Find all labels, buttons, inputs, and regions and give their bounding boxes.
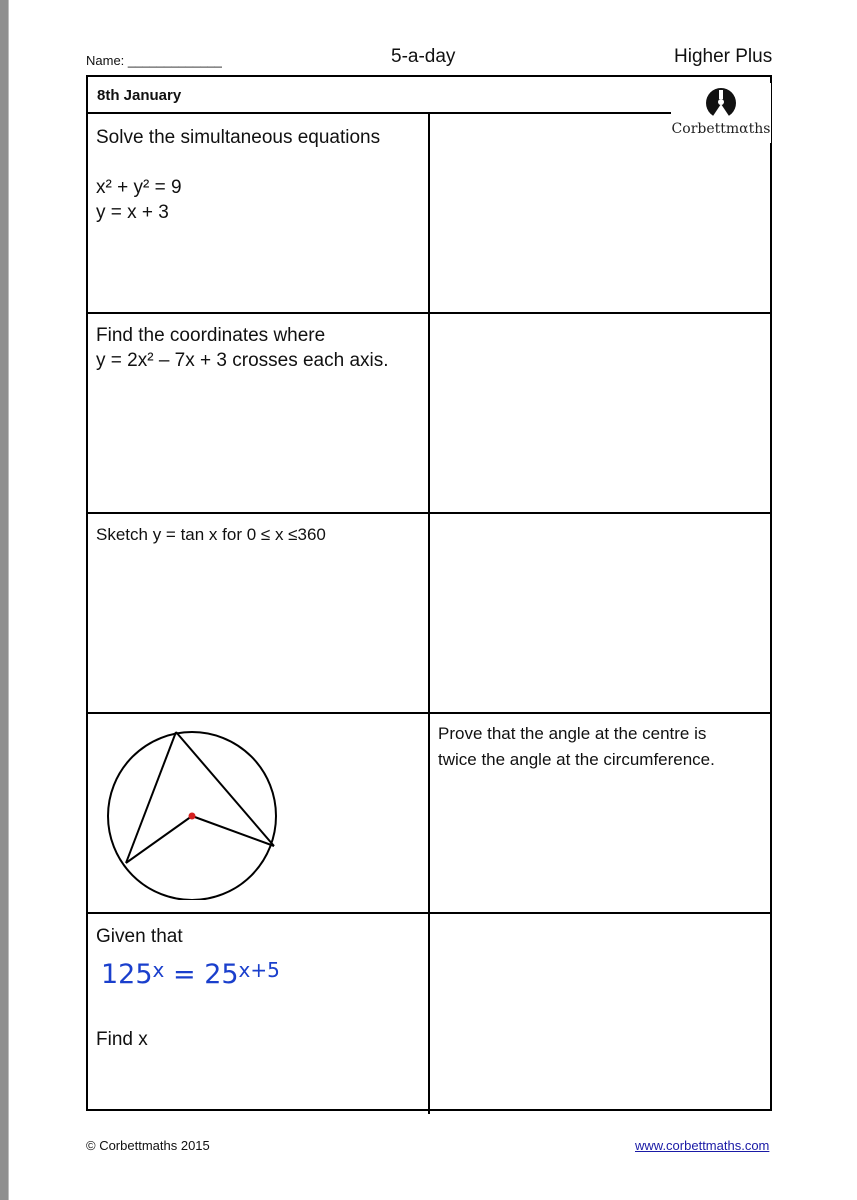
centre-point [189,813,196,820]
question-5-intro: Given that [96,926,183,947]
page-edge-line [8,0,9,1200]
question-row-3 [88,514,770,714]
question-row-5 [88,914,770,1114]
logo-text: Corbettmαths [671,121,771,137]
question-2-line-2: y = 2x² – 7x + 3 crosses each axis. [96,350,389,371]
question-5-task: Find x [96,1029,148,1050]
question-grid [88,114,770,1114]
chord-left [126,732,176,863]
equation-equals: = [164,959,205,990]
answer-cell-5[interactable] [430,914,770,1114]
question-4-line-1: Prove that the angle at the centre is [438,724,707,743]
worksheet [86,75,772,1111]
question-row-2 [88,314,770,514]
diagram-cell [88,714,430,912]
equation-exponent-2: x+5 [238,958,280,982]
footer-link[interactable]: www.corbettmaths.com [635,1138,770,1153]
equation-exponent-1: x [152,958,165,982]
handwritten-equation [101,959,280,990]
date-label: 8th January [97,87,182,104]
question-cell-2 [88,314,430,512]
question-4-line-2: twice the angle at the circumference. [438,750,715,769]
equation-base-2: 25 [204,959,239,990]
circle-theorem-diagram [106,720,286,900]
answer-cell-2[interactable] [430,314,770,512]
level-label: Higher Plus [674,46,773,67]
date-row [88,77,770,114]
answer-cell-3[interactable] [430,514,770,712]
footer-copyright: © Corbettmaths 2015 [86,1138,210,1153]
question-1-line-4: y = x + 3 [96,202,169,223]
equation-base-1: 125 [101,959,153,990]
page-title: 5-a-day [391,46,456,67]
question-2-line-1: Find the coordinates where [96,325,326,346]
question-cell-1 [88,114,430,312]
question-row-4 [88,714,770,914]
answer-cell-1[interactable] [430,114,770,312]
question-1-line-3: x² + y² = 9 [96,177,182,198]
question-cell-4 [430,714,770,912]
question-3-line-1: Sketch y = tan x for 0 ≤ x ≤360 [96,525,326,544]
question-row-1 [88,114,770,314]
page-edge-bar [0,0,8,1200]
question-1-line-1: Solve the simultaneous equations [96,127,381,148]
question-cell-5 [88,914,430,1114]
question-cell-3 [88,514,430,712]
name-label: Name: _____________ [86,53,222,68]
